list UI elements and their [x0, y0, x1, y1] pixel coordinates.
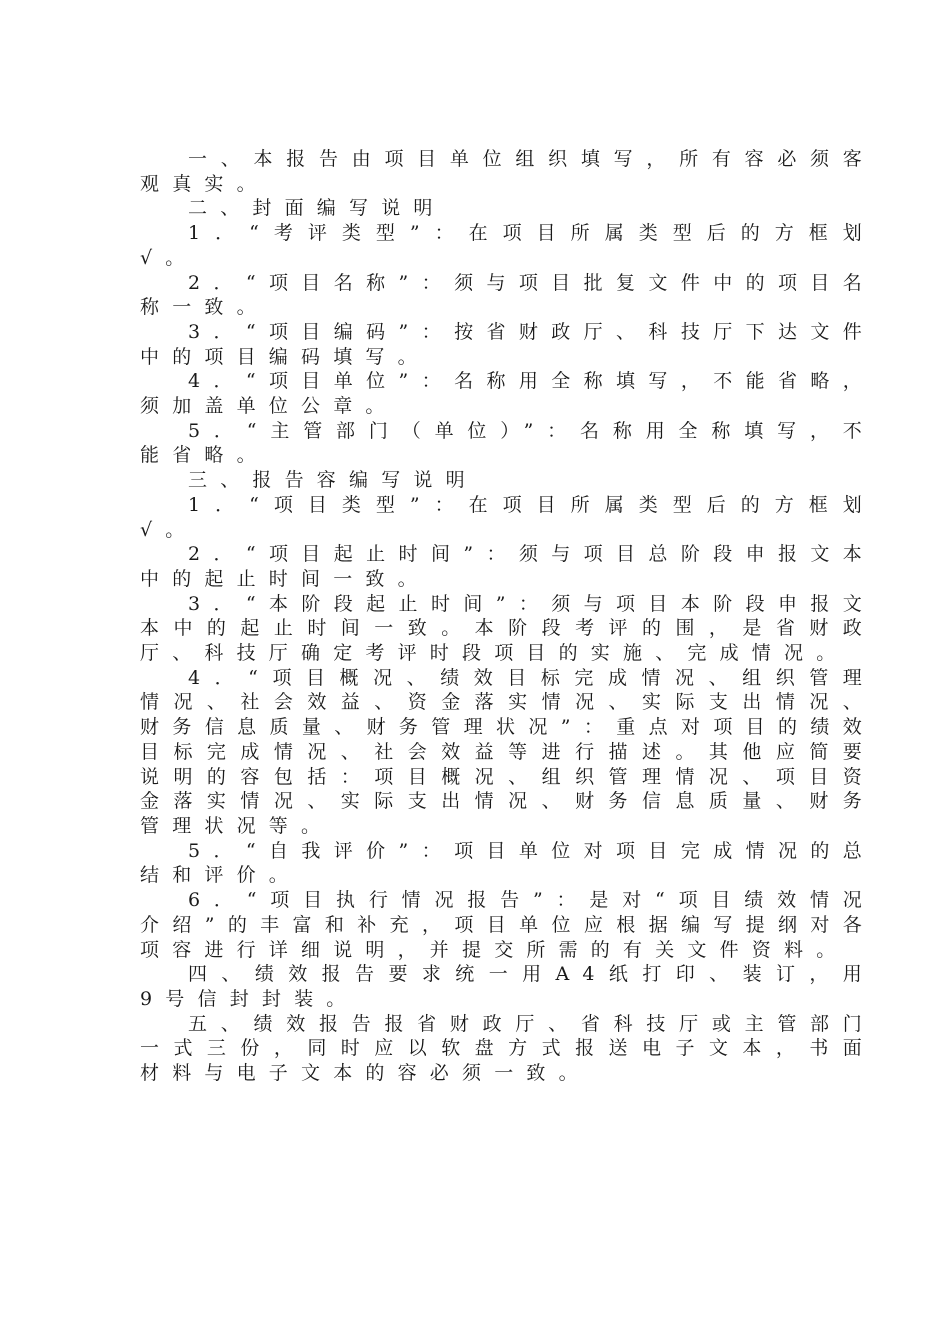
- paragraph-general-note: 一、本报告由项目单位组织填写，所有容必须客观真实。: [140, 148, 875, 195]
- paragraph-project-period: 2．“项目起止时间”：须与项目总阶段申报文本中的起止时间一致。: [140, 543, 875, 590]
- heading-report-content-instructions: 三、报告容编写说明: [188, 469, 478, 492]
- paragraph-project-overview: 4．“项目概况、绩效目标完成情况、组织管理情况、社会效益、资金落实情况、实际支出情况、财务信息质量、财务管理状况”：重点对项目的绩效目标完成情况、社会效益等进行描述。其他应简要说明的容包括：项目概况、组织管理情况、项目资金落实情况、实际支出情况、财务信息质量、财务管理状况等。: [140, 666, 875, 837]
- heading-cover-instructions: 二、封面编写说明: [188, 197, 446, 220]
- paragraph-execution-report: 6．“项目执行情况报告”：是对“项目绩效情况介绍”的丰富和补充，项目单位应根据编写提纲对各项容进行详细说明，并提交所需的有关文件资料。: [140, 889, 875, 961]
- paragraph-supervising-department: 5．“主管部门（单位）”：名称用全称填写，不能省略。: [140, 419, 875, 467]
- paragraph-project-type: 1．“项目类型”：在项目所属类型后的方框划√。: [140, 493, 875, 541]
- paragraph-project-code: 3．“项目编码”：按省财政厅、科技厅下达文件中的项目编码填写。: [140, 320, 875, 368]
- paragraph-self-evaluation: 5．“自我评价”：项目单位对项目完成情况的总结和评价。: [140, 839, 875, 887]
- document-body: [140, 147, 875, 1086]
- paragraph-evaluation-type: 1．“考评类型”：在项目所属类型后的方框划√。: [140, 222, 875, 269]
- paragraph-stage-period: 3．“本阶段起止时间”：须与项目本阶段申报文本中的起止时间一致。本阶段考评的围，是省财政厅、科技厅确定考评时段项目的实施、完成情况。: [140, 592, 875, 665]
- paragraph-submission-requirements: 五、绩效报告报省财政厅、省科技厅或主管部门一式三份，同时应以软盘方式报送电子文本，书面材料与电子文本的容必须一致。: [140, 1012, 875, 1085]
- paragraph-printing-requirements: 四、绩效报告要求统一用A4纸打印、装订，用9号信封封装。: [140, 963, 875, 1010]
- paragraph-project-unit: 4．“项目单位”：名称用全称填写，不能省略，须加盖单位公章。: [140, 370, 875, 418]
- paragraph-project-name: 2．“项目名称”：须与项目批复文件中的项目名称一致。: [140, 271, 875, 319]
